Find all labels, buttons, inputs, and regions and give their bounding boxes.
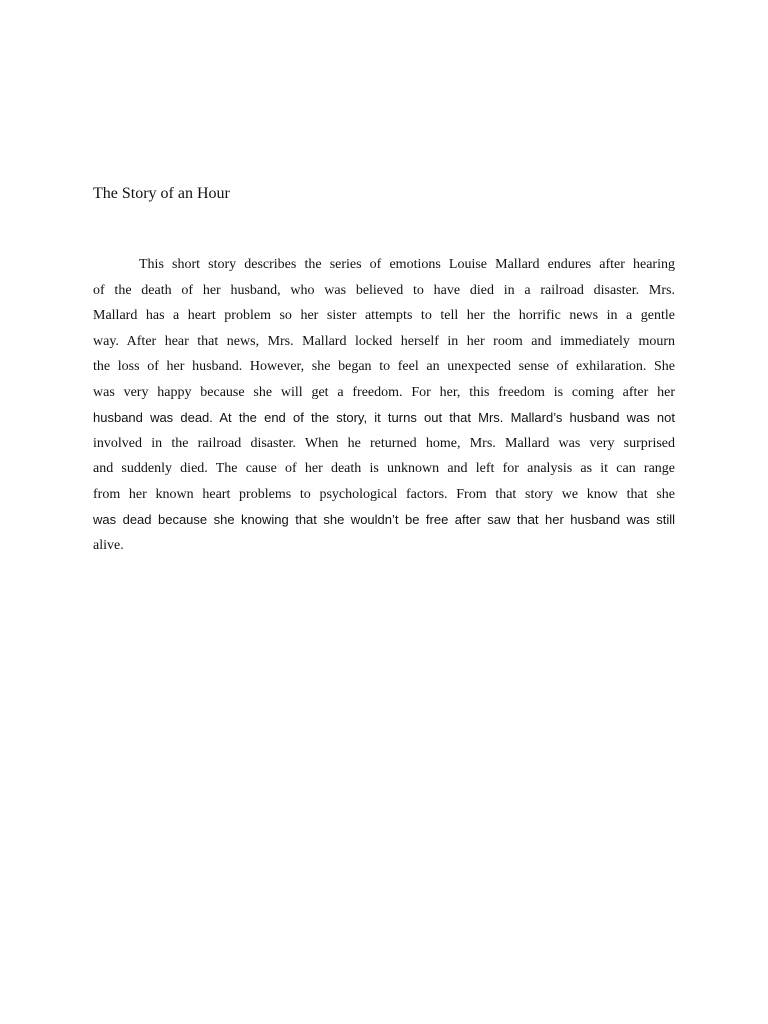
paragraph-line-12: alive. xyxy=(93,537,124,553)
paragraph-line-9: and suddenly died. The cause of her death is unknown and left for analysis as it can range xyxy=(93,461,675,476)
paragraph-line-8: involved in the railroad disaster. When he returned home, Mrs. Mallard was very surprised xyxy=(93,435,675,451)
paragraph-line-7: husband was dead. At the end of the story, it turns out that Mrs. Mallard’s husband was not xyxy=(93,410,675,425)
paragraph-line-10: from her known heart problems to psychological factors. From that story we know that she xyxy=(93,486,675,502)
paragraph-line-3: Mallard has a heart problem so her sister attempts to tell her the horrific news in a gentle xyxy=(93,308,675,323)
paragraph-line-11: was dead because she knowing that she wouldn’t be free after saw that her husband was still xyxy=(93,512,675,527)
paragraph-line-1: This short story describes the series of emotions Louise Mallard endures after hearing xyxy=(139,257,675,272)
paragraph-line-6: was very happy because she will get a freedom. For her, this freedom is coming after her xyxy=(93,384,675,400)
paragraph-line-5: the loss of her husband. However, she began to feel an unexpected sense of exhilaration. She xyxy=(93,359,675,374)
paragraph-line-2: of the death of her husband, who was believed to have died in a railroad disaster. Mrs. xyxy=(93,282,675,298)
paragraph-line-4: way. After hear that news, Mrs. Mallard locked herself in her room and immediately mourn xyxy=(93,333,675,349)
story-summary-paragraph xyxy=(93,252,675,558)
document-title: The Story of an Hour xyxy=(93,185,230,202)
